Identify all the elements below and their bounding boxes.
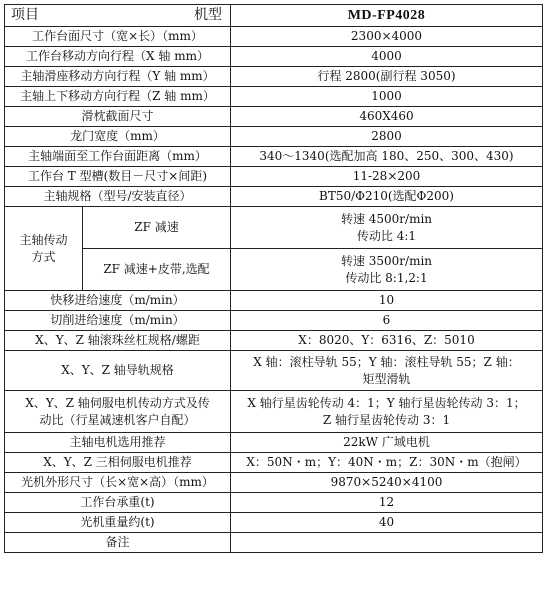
row-label: 光机外形尺寸（长×宽×高）（mm）: [5, 473, 231, 493]
row-value: 460X460: [231, 107, 543, 127]
table-row: [5, 87, 543, 107]
row-label: 工作台移动方向行程（X 轴 mm）: [5, 47, 231, 67]
servo-row: [5, 391, 543, 433]
row-value: 12: [231, 493, 543, 513]
header-model-label: 机型: [194, 7, 222, 23]
transmission-option-name: ZF 减速+皮带,选配: [83, 249, 231, 291]
header-diagonal-cell: [5, 5, 231, 27]
row-label: 龙门宽度（mm）: [5, 127, 231, 147]
table-row: [5, 473, 543, 493]
transmission-option-value: 转速 4500r/min 传动比 4:1: [231, 207, 543, 249]
header-row: [5, 5, 543, 27]
table-row: [5, 27, 543, 47]
table-row: [5, 453, 543, 473]
row-value: [231, 533, 543, 553]
row-value: 2800: [231, 127, 543, 147]
table-row: [5, 493, 543, 513]
row-label: 工作台面尺寸（宽×长）（mm）: [5, 27, 231, 47]
row-label: 主轴上下移动方向行程（Z 轴 mm）: [5, 87, 231, 107]
row-label: 主轴滑座移动方向行程（Y 轴 mm）: [5, 67, 231, 87]
transmission-option-name: ZF 减速: [83, 207, 231, 249]
transmission-row: [5, 207, 543, 249]
row-label: X、Y、Z 轴滚珠丝杠规格/螺距: [5, 331, 231, 351]
row-value: 1000: [231, 87, 543, 107]
table-row: [5, 107, 543, 127]
row-value: 40: [231, 513, 543, 533]
row-value: BT50/Φ210(选配Φ200): [231, 187, 543, 207]
row-value: 6: [231, 311, 543, 331]
guide-label: X、Y、Z 轴导轨规格: [5, 351, 231, 391]
row-label: 主轴电机选用推荐: [5, 433, 231, 453]
header-item-label: 项目: [11, 7, 39, 23]
row-label: 快移进给速度（m/min）: [5, 291, 231, 311]
table-row: [5, 331, 543, 351]
guide-value: X 轴：滚柱导轨 55；Y 轴：滚柱导轨 55；Z 轴： 矩型滑轨: [231, 351, 543, 391]
transmission-option-value: 转速 3500r/min 传动比 8:1,2:1: [231, 249, 543, 291]
transmission-group-label: 主轴传动 方式: [5, 207, 83, 291]
row-value: 行程 2800(副行程 3050): [231, 67, 543, 87]
row-label: 主轴规格（型号/安装直径）: [5, 187, 231, 207]
table-row: [5, 47, 543, 67]
table-row: [5, 187, 543, 207]
model-name: MD-FP4028: [231, 5, 543, 27]
table-row: [5, 67, 543, 87]
row-value: 10: [231, 291, 543, 311]
row-value: X：50N・m；Y：40N・m；Z：30N・m（抱闸）: [231, 453, 543, 473]
row-value: 2300×4000: [231, 27, 543, 47]
spec-table: [4, 4, 543, 553]
transmission-row: [5, 249, 543, 291]
row-value: X：8020、Y：6316、Z：5010: [231, 331, 543, 351]
row-value: 4000: [231, 47, 543, 67]
row-label: 滑枕截面尺寸: [5, 107, 231, 127]
row-label: 工作台 T 型槽(数目－尺寸×间距): [5, 167, 231, 187]
table-row: [5, 147, 543, 167]
row-value: 9870×5240×4100: [231, 473, 543, 493]
row-label: 光机重量约(t): [5, 513, 231, 533]
table-row: [5, 311, 543, 331]
row-label: X、Y、Z 三相伺服电机推荐: [5, 453, 231, 473]
servo-value: X 轴行星齿轮传动 4：1；Y 轴行星齿轮传动 3：1； Z 轴行星齿轮传动 3：1: [231, 391, 543, 433]
guide-row: [5, 351, 543, 391]
row-value: 11-28×200: [231, 167, 543, 187]
row-label: 备注: [5, 533, 231, 553]
table-row: [5, 433, 543, 453]
table-row: [5, 127, 543, 147]
table-row: [5, 533, 543, 553]
row-value: 22kW 广域电机: [231, 433, 543, 453]
servo-label: X、Y、Z 轴伺服电机传动方式及传 动比（行星减速机客户自配）: [5, 391, 231, 433]
table-row: [5, 291, 543, 311]
row-value: 340～1340(选配加高 180、250、300、430): [231, 147, 543, 167]
row-label: 切削进给速度（m/min）: [5, 311, 231, 331]
table-row: [5, 167, 543, 187]
table-row: [5, 513, 543, 533]
row-label: 工作台承重(t): [5, 493, 231, 513]
row-label: 主轴端面至工作台面距离（mm）: [5, 147, 231, 167]
